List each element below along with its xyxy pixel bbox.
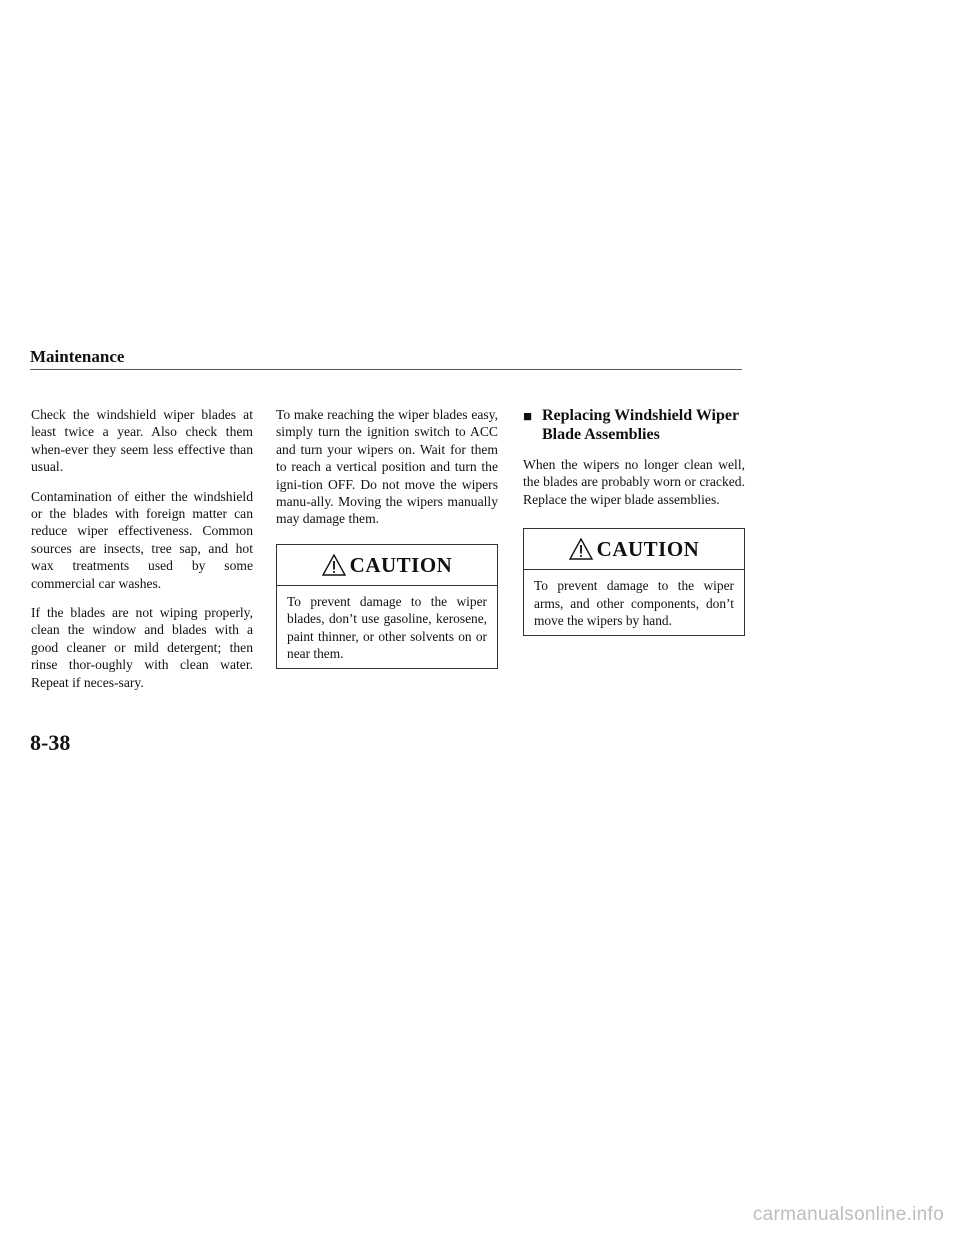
caution-box: [276, 544, 498, 670]
caution-label: CAUTION: [596, 537, 700, 562]
caution-label: CAUTION: [349, 552, 453, 577]
section-heading: [523, 406, 745, 444]
caution-text: To prevent damage to the wiper arms, and other components, don’t move the wipers by hand.: [534, 578, 734, 629]
paragraph: To make reaching the wiper blades easy, simply turn the ignition switch to ACC and turn your wipers on. Wait for them to reach a vertical position and turn the igni-tion OFF. Do not move the wipers manu-ally. Moving the wipers manually may damage them.: [276, 407, 498, 527]
column-3: [523, 406, 745, 636]
paragraph: When the wipers no longer clean well, the blades are probably worn or cracked. Replace the wiper blade assemblies.: [523, 457, 745, 507]
caution-header: [277, 545, 497, 586]
caution-text: To prevent damage to the wiper blades, don’t use gasoline, kerosene, paint thinner, or other solvents on or near them.: [287, 593, 487, 662]
footer-watermark: carmanualsonline.info: [752, 1204, 944, 1225]
column-1: [31, 406, 253, 703]
paragraph: Contamination of either the windshield or the blades with foreign matter can reduce wiper effectiveness. Common sources are insects, tree sap, and hot wax treatments used by some commercial car washes.: [31, 488, 253, 591]
paragraph: If the blades are not wiping properly, clean the window and blades with a good cleaner or mild detergent; then rinse thor-oughly with clean water. Repeat if neces-sary.: [31, 605, 253, 690]
paragraph: Check the windshield wiper blades at least twice a year. Also check them when-ever they seem less effective than usual.: [31, 407, 253, 475]
square-bullet-icon: ■: [523, 409, 533, 425]
header-rule: [30, 369, 742, 370]
heading-text: Replacing Windshield Wiper Blade Assemblies: [542, 407, 739, 443]
caution-box: [523, 528, 745, 636]
caution-header: [524, 529, 744, 570]
warning-triangle-icon: [569, 538, 593, 560]
section-title: Maintenance: [30, 347, 125, 366]
column-2: [276, 406, 498, 669]
warning-triangle-icon: [322, 554, 346, 576]
page-number: 8-38: [30, 730, 71, 755]
